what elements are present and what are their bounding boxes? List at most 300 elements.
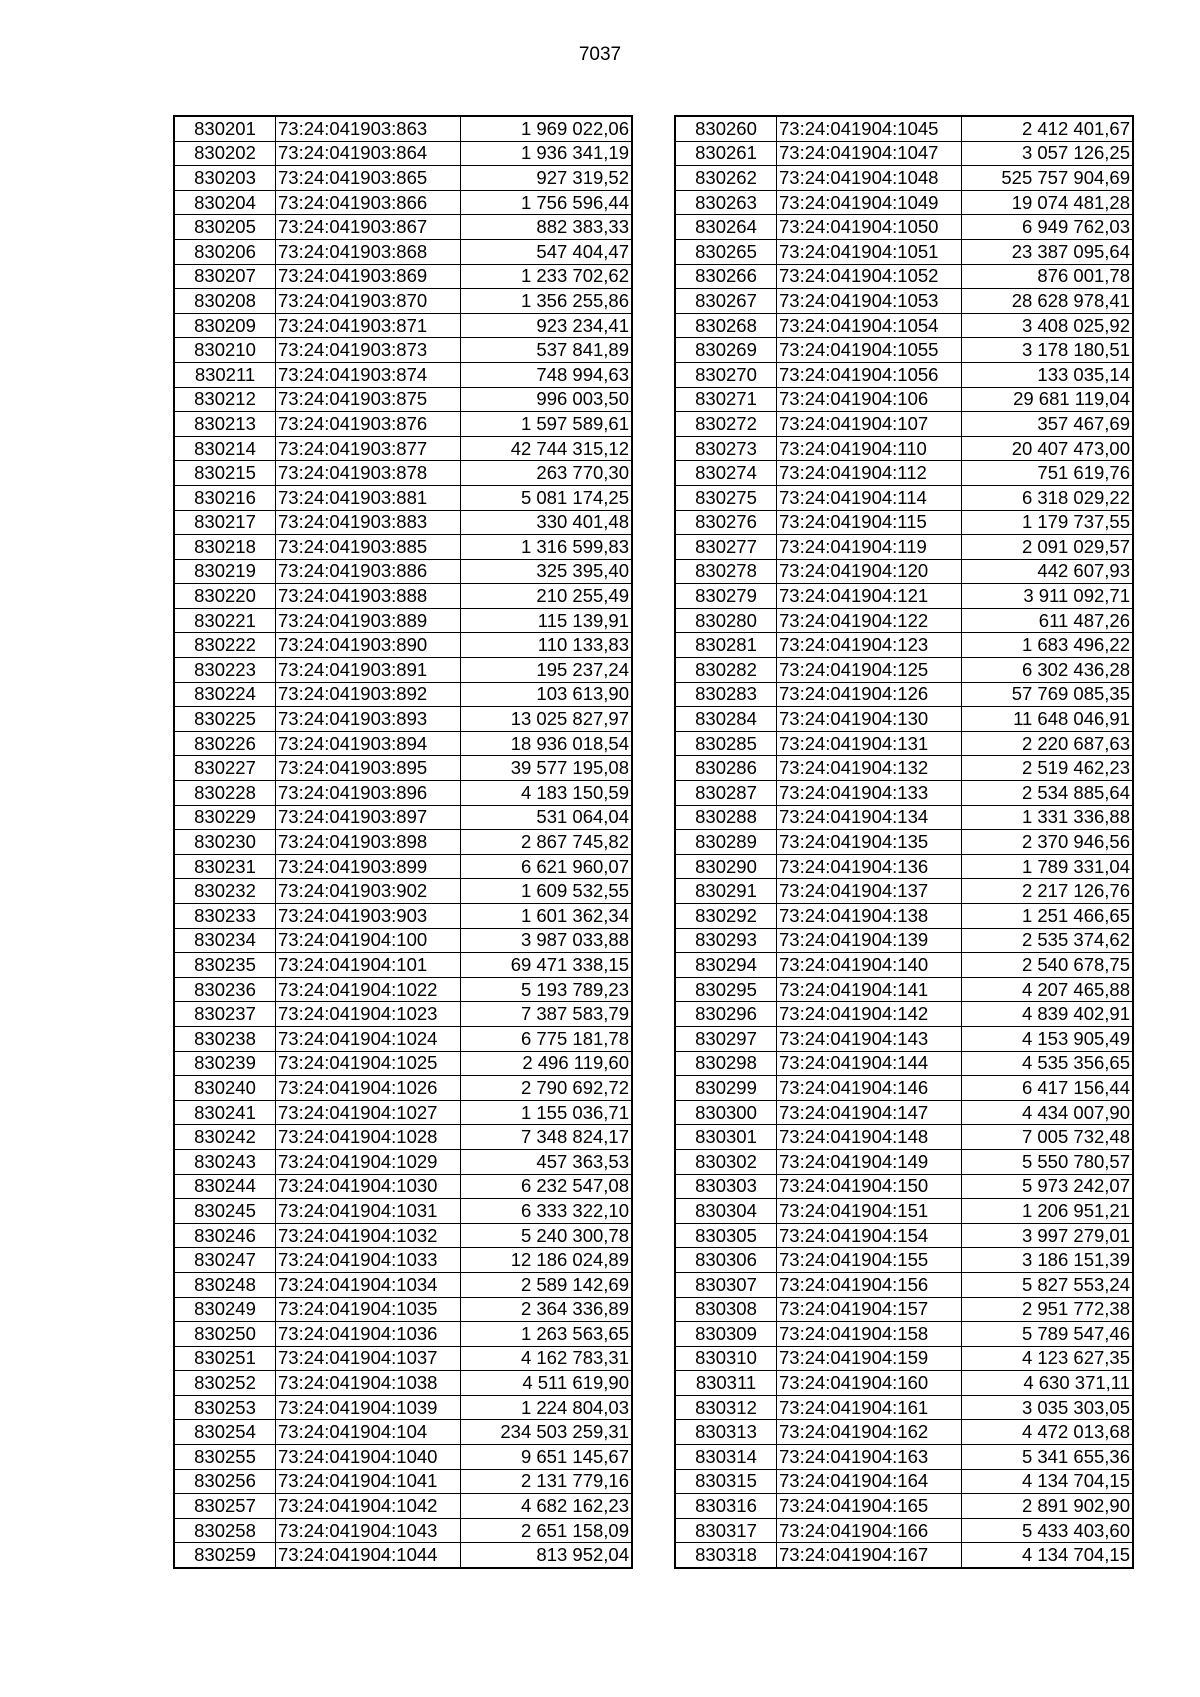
- cadastral-number-cell: 73:24:041903:898: [276, 830, 461, 855]
- cadastral-number-cell: 73:24:041904:125: [777, 658, 962, 683]
- record-number-cell: 830207: [174, 264, 276, 289]
- cadastral-number-cell: 73:24:041904:1055: [777, 338, 962, 363]
- amount-cell: 1 609 532,55: [461, 879, 633, 904]
- cadastral-number-cell: 73:24:041904:130: [777, 707, 962, 732]
- cadastral-number-cell: 73:24:041903:895: [276, 756, 461, 781]
- table-row: [174, 1174, 632, 1199]
- table-row: [675, 1494, 1133, 1519]
- record-number-cell: 830219: [174, 559, 276, 584]
- table-row: [174, 1051, 632, 1076]
- record-number-cell: 830227: [174, 756, 276, 781]
- record-number-cell: 830208: [174, 289, 276, 314]
- record-number-cell: 830273: [675, 436, 777, 461]
- table-row: [174, 854, 632, 879]
- record-number-cell: 830260: [675, 116, 777, 141]
- record-number-cell: 830259: [174, 1543, 276, 1568]
- record-number-cell: 830202: [174, 141, 276, 166]
- amount-cell: 2 867 745,82: [461, 830, 633, 855]
- table-row: [675, 953, 1133, 978]
- cadastral-number-cell: 73:24:041904:1036: [276, 1322, 461, 1347]
- cadastral-number-cell: 73:24:041904:146: [777, 1076, 962, 1101]
- amount-cell: 547 404,47: [461, 239, 633, 264]
- cadastral-number-cell: 73:24:041904:131: [777, 731, 962, 756]
- table-row: [174, 707, 632, 732]
- table-row: [675, 1297, 1133, 1322]
- record-number-cell: 830236: [174, 977, 276, 1002]
- record-number-cell: 830211: [174, 362, 276, 387]
- cadastral-number-cell: 73:24:041903:866: [276, 190, 461, 215]
- cadastral-number-cell: 73:24:041903:902: [276, 879, 461, 904]
- table-row: [174, 805, 632, 830]
- amount-cell: 103 613,90: [461, 682, 633, 707]
- amount-cell: 210 255,49: [461, 584, 633, 609]
- record-number-cell: 830235: [174, 953, 276, 978]
- amount-cell: 923 234,41: [461, 313, 633, 338]
- table-row: [174, 1026, 632, 1051]
- table-row: [174, 1076, 632, 1101]
- cadastral-number-cell: 73:24:041904:126: [777, 682, 962, 707]
- table-row: [174, 904, 632, 929]
- cadastral-number-cell: 73:24:041904:166: [777, 1518, 962, 1543]
- table-row: [174, 953, 632, 978]
- table-row: [174, 1518, 632, 1543]
- table-row: [675, 166, 1133, 191]
- table-row: [174, 239, 632, 264]
- cadastral-number-cell: 73:24:041904:137: [777, 879, 962, 904]
- record-number-cell: 830316: [675, 1494, 777, 1519]
- cadastral-number-cell: 73:24:041903:893: [276, 707, 461, 732]
- table-row: [174, 412, 632, 437]
- amount-cell: 4 682 162,23: [461, 1494, 633, 1519]
- amount-cell: 5 433 403,60: [962, 1518, 1134, 1543]
- table-row: [174, 584, 632, 609]
- amount-cell: 110 133,83: [461, 633, 633, 658]
- record-number-cell: 830310: [675, 1346, 777, 1371]
- table-row: [675, 830, 1133, 855]
- table-row: [174, 485, 632, 510]
- record-number-cell: 830309: [675, 1322, 777, 1347]
- record-number-cell: 830228: [174, 781, 276, 806]
- cadastral-number-cell: 73:24:041904:106: [777, 387, 962, 412]
- amount-cell: 5 081 174,25: [461, 485, 633, 510]
- amount-cell: 5 341 655,36: [962, 1445, 1134, 1470]
- amount-cell: 2 217 126,76: [962, 879, 1134, 904]
- record-number-cell: 830217: [174, 510, 276, 535]
- table-row: [675, 1346, 1133, 1371]
- table-row: [675, 141, 1133, 166]
- record-number-cell: 830243: [174, 1149, 276, 1174]
- cadastral-number-cell: 73:24:041904:157: [777, 1297, 962, 1322]
- record-number-cell: 830265: [675, 239, 777, 264]
- amount-cell: 2 790 692,72: [461, 1076, 633, 1101]
- record-number-cell: 830295: [675, 977, 777, 1002]
- table-row: [174, 535, 632, 560]
- cadastral-number-cell: 73:24:041904:1026: [276, 1076, 461, 1101]
- record-number-cell: 830294: [675, 953, 777, 978]
- record-number-cell: 830296: [675, 1002, 777, 1027]
- amount-cell: 4 183 150,59: [461, 781, 633, 806]
- record-number-cell: 830297: [675, 1026, 777, 1051]
- amount-cell: 2 364 336,89: [461, 1297, 633, 1322]
- table-row: [174, 387, 632, 412]
- record-number-cell: 830312: [675, 1395, 777, 1420]
- amount-cell: 20 407 473,00: [962, 436, 1134, 461]
- record-number-cell: 830218: [174, 535, 276, 560]
- record-number-cell: 830234: [174, 928, 276, 953]
- record-number-cell: 830278: [675, 559, 777, 584]
- amount-cell: 7 348 824,17: [461, 1125, 633, 1150]
- table-row: [174, 682, 632, 707]
- cadastral-number-cell: 73:24:041903:888: [276, 584, 461, 609]
- record-number-cell: 830307: [675, 1272, 777, 1297]
- table-row: [675, 116, 1133, 141]
- record-number-cell: 830203: [174, 166, 276, 191]
- table-row: [675, 1076, 1133, 1101]
- cadastral-number-cell: 73:24:041904:115: [777, 510, 962, 535]
- cadastral-number-cell: 73:24:041904:1048: [777, 166, 962, 191]
- record-number-cell: 830315: [675, 1469, 777, 1494]
- amount-cell: 9 651 145,67: [461, 1445, 633, 1470]
- cadastral-number-cell: 73:24:041903:892: [276, 682, 461, 707]
- record-number-cell: 830271: [675, 387, 777, 412]
- amount-cell: 6 333 322,10: [461, 1199, 633, 1224]
- record-number-cell: 830223: [174, 658, 276, 683]
- cadastral-number-cell: 73:24:041904:149: [777, 1149, 962, 1174]
- amount-cell: 7 387 583,79: [461, 1002, 633, 1027]
- record-number-cell: 830239: [174, 1051, 276, 1076]
- table-row: [174, 1395, 632, 1420]
- amount-cell: 6 232 547,08: [461, 1174, 633, 1199]
- amount-cell: 2 496 119,60: [461, 1051, 633, 1076]
- amount-cell: 1 251 466,65: [962, 904, 1134, 929]
- amount-cell: 29 681 119,04: [962, 387, 1134, 412]
- cadastral-number-cell: 73:24:041904:1023: [276, 1002, 461, 1027]
- table-row: [675, 1543, 1133, 1568]
- record-number-cell: 830233: [174, 904, 276, 929]
- table-row: [675, 338, 1133, 363]
- table-row: [174, 362, 632, 387]
- amount-cell: 2 370 946,56: [962, 830, 1134, 855]
- cadastral-number-cell: 73:24:041903:875: [276, 387, 461, 412]
- cadastral-number-cell: 73:24:041903:867: [276, 215, 461, 240]
- amount-cell: 2 220 687,63: [962, 731, 1134, 756]
- table-row: [174, 658, 632, 683]
- amount-cell: 6 621 960,07: [461, 854, 633, 879]
- amount-cell: 4 134 704,15: [962, 1543, 1134, 1568]
- record-number-cell: 830261: [675, 141, 777, 166]
- table-row: [675, 977, 1133, 1002]
- record-number-cell: 830279: [675, 584, 777, 609]
- cadastral-number-cell: 73:24:041904:160: [777, 1371, 962, 1396]
- amount-cell: 1 155 036,71: [461, 1100, 633, 1125]
- amount-cell: 1 969 022,06: [461, 116, 633, 141]
- amount-cell: 2 534 885,64: [962, 781, 1134, 806]
- table-row: [675, 928, 1133, 953]
- record-number-cell: 830268: [675, 313, 777, 338]
- table-row: [174, 1494, 632, 1519]
- record-number-cell: 830282: [675, 658, 777, 683]
- cadastral-number-cell: 73:24:041904:135: [777, 830, 962, 855]
- table-row: [675, 1149, 1133, 1174]
- record-number-cell: 830283: [675, 682, 777, 707]
- cadastral-number-cell: 73:24:041904:123: [777, 633, 962, 658]
- cadastral-number-cell: 73:24:041904:1045: [777, 116, 962, 141]
- cadastral-number-cell: 73:24:041903:864: [276, 141, 461, 166]
- record-number-cell: 830250: [174, 1322, 276, 1347]
- page-number: 7037: [578, 44, 622, 65]
- record-number-cell: 830305: [675, 1223, 777, 1248]
- amount-cell: 5 550 780,57: [962, 1149, 1134, 1174]
- record-number-cell: 830311: [675, 1371, 777, 1396]
- record-number-cell: 830281: [675, 633, 777, 658]
- record-number-cell: 830286: [675, 756, 777, 781]
- cadastral-number-cell: 73:24:041904:1053: [777, 289, 962, 314]
- record-number-cell: 830258: [174, 1518, 276, 1543]
- cadastral-number-cell: 73:24:041904:110: [777, 436, 962, 461]
- amount-cell: 2 535 374,62: [962, 928, 1134, 953]
- cadastral-number-cell: 73:24:041904:1043: [276, 1518, 461, 1543]
- amount-cell: 13 025 827,97: [461, 707, 633, 732]
- cadastral-number-cell: 73:24:041904:142: [777, 1002, 962, 1027]
- cadastral-number-cell: 73:24:041904:101: [276, 953, 461, 978]
- record-number-cell: 830247: [174, 1248, 276, 1273]
- amount-cell: 2 891 902,90: [962, 1494, 1134, 1519]
- table-row: [174, 1469, 632, 1494]
- amount-cell: 4 630 371,11: [962, 1371, 1134, 1396]
- cadastral-number-cell: 73:24:041904:139: [777, 928, 962, 953]
- amount-cell: 39 577 195,08: [461, 756, 633, 781]
- record-number-cell: 830230: [174, 830, 276, 855]
- table-row: [174, 338, 632, 363]
- cadastral-number-cell: 73:24:041904:1035: [276, 1297, 461, 1322]
- cadastral-number-cell: 73:24:041904:1024: [276, 1026, 461, 1051]
- table-row: [675, 1445, 1133, 1470]
- cadastral-number-cell: 73:24:041903:899: [276, 854, 461, 879]
- right-data-table: [674, 115, 1134, 1569]
- table-row: [675, 313, 1133, 338]
- amount-cell: 751 619,76: [962, 461, 1134, 486]
- record-number-cell: 830251: [174, 1346, 276, 1371]
- cadastral-number-cell: 73:24:041904:1052: [777, 264, 962, 289]
- record-number-cell: 830274: [675, 461, 777, 486]
- table-row: [675, 1199, 1133, 1224]
- cadastral-number-cell: 73:24:041904:114: [777, 485, 962, 510]
- cadastral-number-cell: 73:24:041903:903: [276, 904, 461, 929]
- cadastral-number-cell: 73:24:041903:883: [276, 510, 461, 535]
- table-row: [174, 141, 632, 166]
- record-number-cell: 830280: [675, 608, 777, 633]
- table-row: [675, 239, 1133, 264]
- amount-cell: 996 003,50: [461, 387, 633, 412]
- record-number-cell: 830206: [174, 239, 276, 264]
- amount-cell: 748 994,63: [461, 362, 633, 387]
- amount-cell: 3 057 126,25: [962, 141, 1134, 166]
- table-row: [675, 854, 1133, 879]
- amount-cell: 234 503 259,31: [461, 1420, 633, 1445]
- cadastral-number-cell: 73:24:041904:1032: [276, 1223, 461, 1248]
- cadastral-number-cell: 73:24:041904:158: [777, 1322, 962, 1347]
- table-row: [675, 1125, 1133, 1150]
- amount-cell: 12 186 024,89: [461, 1248, 633, 1273]
- cadastral-number-cell: 73:24:041904:1054: [777, 313, 962, 338]
- record-number-cell: 830232: [174, 879, 276, 904]
- cadastral-number-cell: 73:24:041904:167: [777, 1543, 962, 1568]
- cadastral-number-cell: 73:24:041904:107: [777, 412, 962, 437]
- amount-cell: 263 770,30: [461, 461, 633, 486]
- record-number-cell: 830226: [174, 731, 276, 756]
- table-row: [675, 264, 1133, 289]
- cadastral-number-cell: 73:24:041904:133: [777, 781, 962, 806]
- amount-cell: 4 434 007,90: [962, 1100, 1134, 1125]
- amount-cell: 2 131 779,16: [461, 1469, 633, 1494]
- cadastral-number-cell: 73:24:041904:1049: [777, 190, 962, 215]
- amount-cell: 876 001,78: [962, 264, 1134, 289]
- table-row: [675, 879, 1133, 904]
- table-row: [174, 116, 632, 141]
- record-number-cell: 830302: [675, 1149, 777, 1174]
- cadastral-number-cell: 73:24:041904:112: [777, 461, 962, 486]
- table-row: [675, 608, 1133, 633]
- table-row: [174, 608, 632, 633]
- amount-cell: 3 997 279,01: [962, 1223, 1134, 1248]
- record-number-cell: 830301: [675, 1125, 777, 1150]
- cadastral-number-cell: 73:24:041904:1040: [276, 1445, 461, 1470]
- table-row: [675, 1272, 1133, 1297]
- amount-cell: 2 519 462,23: [962, 756, 1134, 781]
- table-row: [675, 1051, 1133, 1076]
- cadastral-number-cell: 73:24:041904:144: [777, 1051, 962, 1076]
- cadastral-number-cell: 73:24:041903:869: [276, 264, 461, 289]
- table-row: [675, 1026, 1133, 1051]
- amount-cell: 5 827 553,24: [962, 1272, 1134, 1297]
- table-row: [174, 1002, 632, 1027]
- record-number-cell: 830214: [174, 436, 276, 461]
- record-number-cell: 830204: [174, 190, 276, 215]
- table-row: [174, 1223, 632, 1248]
- amount-cell: 6 302 436,28: [962, 658, 1134, 683]
- cadastral-number-cell: 73:24:041903:874: [276, 362, 461, 387]
- record-number-cell: 830240: [174, 1076, 276, 1101]
- table-row: [675, 387, 1133, 412]
- table-row: [174, 461, 632, 486]
- amount-cell: 4 535 356,65: [962, 1051, 1134, 1076]
- table-row: [174, 436, 632, 461]
- amount-cell: 1 597 589,61: [461, 412, 633, 437]
- record-number-cell: 830318: [675, 1543, 777, 1568]
- table-row: [174, 1420, 632, 1445]
- cadastral-number-cell: 73:24:041904:121: [777, 584, 962, 609]
- cadastral-number-cell: 73:24:041904:136: [777, 854, 962, 879]
- cadastral-number-cell: 73:24:041904:1042: [276, 1494, 461, 1519]
- table-row: [174, 1543, 632, 1568]
- amount-cell: 3 178 180,51: [962, 338, 1134, 363]
- amount-cell: 1 206 951,21: [962, 1199, 1134, 1224]
- amount-cell: 1 263 563,65: [461, 1322, 633, 1347]
- table-row: [675, 559, 1133, 584]
- table-row: [675, 1322, 1133, 1347]
- table-row: [675, 1223, 1133, 1248]
- cadastral-number-cell: 73:24:041903:889: [276, 608, 461, 633]
- record-number-cell: 830212: [174, 387, 276, 412]
- cadastral-number-cell: 73:24:041904:1028: [276, 1125, 461, 1150]
- table-row: [675, 190, 1133, 215]
- cadastral-number-cell: 73:24:041904:104: [276, 1420, 461, 1445]
- table-row: [675, 485, 1133, 510]
- amount-cell: 1 756 596,44: [461, 190, 633, 215]
- record-number-cell: 830237: [174, 1002, 276, 1027]
- cadastral-number-cell: 73:24:041903:868: [276, 239, 461, 264]
- table-row: [174, 731, 632, 756]
- cadastral-number-cell: 73:24:041904:119: [777, 535, 962, 560]
- cadastral-number-cell: 73:24:041904:141: [777, 977, 962, 1002]
- table-row: [675, 1002, 1133, 1027]
- amount-cell: 3 911 092,71: [962, 584, 1134, 609]
- cadastral-number-cell: 73:24:041904:1025: [276, 1051, 461, 1076]
- cadastral-number-cell: 73:24:041903:870: [276, 289, 461, 314]
- table-row: [675, 756, 1133, 781]
- amount-cell: 18 936 018,54: [461, 731, 633, 756]
- cadastral-number-cell: 73:24:041904:138: [777, 904, 962, 929]
- record-number-cell: 830231: [174, 854, 276, 879]
- table-row: [675, 215, 1133, 240]
- cadastral-number-cell: 73:24:041904:147: [777, 1100, 962, 1125]
- record-number-cell: 830270: [675, 362, 777, 387]
- table-row: [174, 756, 632, 781]
- amount-cell: 2 651 158,09: [461, 1518, 633, 1543]
- cadastral-number-cell: 73:24:041903:891: [276, 658, 461, 683]
- record-number-cell: 830272: [675, 412, 777, 437]
- amount-cell: 6 949 762,03: [962, 215, 1134, 240]
- table-row: [174, 1297, 632, 1322]
- record-number-cell: 830264: [675, 215, 777, 240]
- table-row: [675, 412, 1133, 437]
- cadastral-number-cell: 73:24:041903:876: [276, 412, 461, 437]
- amount-cell: 537 841,89: [461, 338, 633, 363]
- cadastral-number-cell: 73:24:041904:1033: [276, 1248, 461, 1273]
- record-number-cell: 830249: [174, 1297, 276, 1322]
- left-table-body: [174, 116, 632, 1568]
- amount-cell: 5 193 789,23: [461, 977, 633, 1002]
- record-number-cell: 830269: [675, 338, 777, 363]
- table-row: [174, 313, 632, 338]
- record-number-cell: 830290: [675, 854, 777, 879]
- record-number-cell: 830222: [174, 633, 276, 658]
- table-row: [675, 707, 1133, 732]
- cadastral-number-cell: 73:24:041904:143: [777, 1026, 962, 1051]
- record-number-cell: 830288: [675, 805, 777, 830]
- record-number-cell: 830308: [675, 1297, 777, 1322]
- cadastral-number-cell: 73:24:041904:120: [777, 559, 962, 584]
- table-row: [174, 830, 632, 855]
- cadastral-number-cell: 73:24:041904:1022: [276, 977, 461, 1002]
- record-number-cell: 830201: [174, 116, 276, 141]
- table-row: [174, 1248, 632, 1273]
- table-row: [675, 535, 1133, 560]
- table-row: [174, 1272, 632, 1297]
- record-number-cell: 830213: [174, 412, 276, 437]
- record-number-cell: 830241: [174, 1100, 276, 1125]
- amount-cell: 1 601 362,34: [461, 904, 633, 929]
- record-number-cell: 830298: [675, 1051, 777, 1076]
- table-row: [675, 1174, 1133, 1199]
- record-number-cell: 830289: [675, 830, 777, 855]
- cadastral-number-cell: 73:24:041903:894: [276, 731, 461, 756]
- table-row: [675, 1371, 1133, 1396]
- cadastral-number-cell: 73:24:041903:886: [276, 559, 461, 584]
- cadastral-number-cell: 73:24:041904:151: [777, 1199, 962, 1224]
- record-number-cell: 830256: [174, 1469, 276, 1494]
- record-number-cell: 830254: [174, 1420, 276, 1445]
